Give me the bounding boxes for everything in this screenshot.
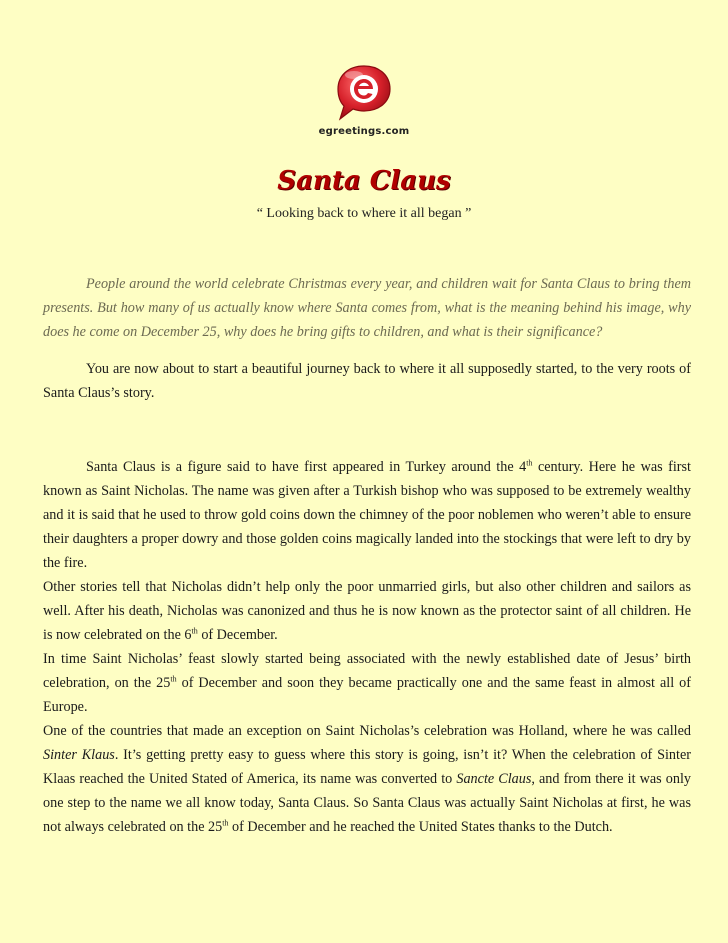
brand-logo	[0, 62, 728, 137]
text-segment: , and from there it was only one step to the name we all know today, Santa Claus. So Santa Claus was actually Saint Nicholas at first, he was not always celebrated on the 25	[43, 771, 691, 835]
text-segment: Santa Claus is a figure said to have first appeared in Turkey around the 4	[86, 459, 527, 475]
text-segment: . It’s getting pretty easy to guess where this story is going, isn’t it? When the celebration of Sinter Klaas reached the United Stated of America, its name was converted to	[43, 747, 691, 787]
story-paragraph	[43, 647, 691, 719]
story-body	[43, 455, 691, 839]
text-segment: of December and soon they became practically one and the same feast in almost all of Europe.	[43, 675, 691, 715]
intro-paragraph: People around the world celebrate Christmas every year, and children wait for Santa Claus to bring them presents. But how many of us actually know where Santa comes from, what is the meaning behind his image, why does he come on December 25, why does he bring gifts to children, and what is their significance?	[43, 276, 691, 340]
page-subtitle: “ Looking back to where it all began ”	[256, 206, 472, 221]
text-segment: of December.	[197, 627, 278, 643]
text-segment: One of the countries that made an exception on Saint Nicholas’s celebration was Holland, where he was called	[43, 723, 691, 739]
emphasis: Sinter Klaus	[43, 747, 115, 763]
emphasis: Sancte Claus	[456, 771, 532, 787]
page-title: Santa Claus	[277, 166, 451, 196]
superscript: th	[191, 626, 198, 636]
brand-name: egreetings.com	[318, 126, 410, 137]
speech-bubble-logo-icon	[334, 62, 394, 124]
text-segment: century. Here he was first known as Saint Nicholas. The name was given after a Turkish bishop who was supposed to be extremely wealthy and it is said that he used to throw gold coins down the chimney of the poor noblemen who weren’t able to ensure their daughters a proper dowry and those golden coins magically landed into the stockings that were left to dry by the fire.	[43, 459, 691, 571]
superscript: th	[222, 818, 229, 828]
journey-paragraph: You are now about to start a beautiful journey back to where it all supposedly started, to the very roots of Santa Claus’s story.	[43, 361, 691, 401]
text-segment: In time Saint Nicholas’ feast slowly started being associated with the newly established date of Jesus’ birth celebration, on the 25	[43, 651, 691, 691]
text-segment: of December and he reached the United States thanks to the Dutch.	[228, 819, 613, 835]
story-paragraph	[43, 575, 691, 647]
story-paragraph	[43, 719, 691, 839]
text-segment: Other stories tell that Nicholas didn’t help only the poor unmarried girls, but also other children and sailors as well. After his death, Nicholas was canonized and thus he is now known as the protector saint of all children. He is now celebrated on the 6	[43, 579, 691, 643]
superscript: th	[170, 674, 177, 684]
superscript: th	[526, 458, 533, 468]
story-paragraph	[43, 455, 691, 575]
